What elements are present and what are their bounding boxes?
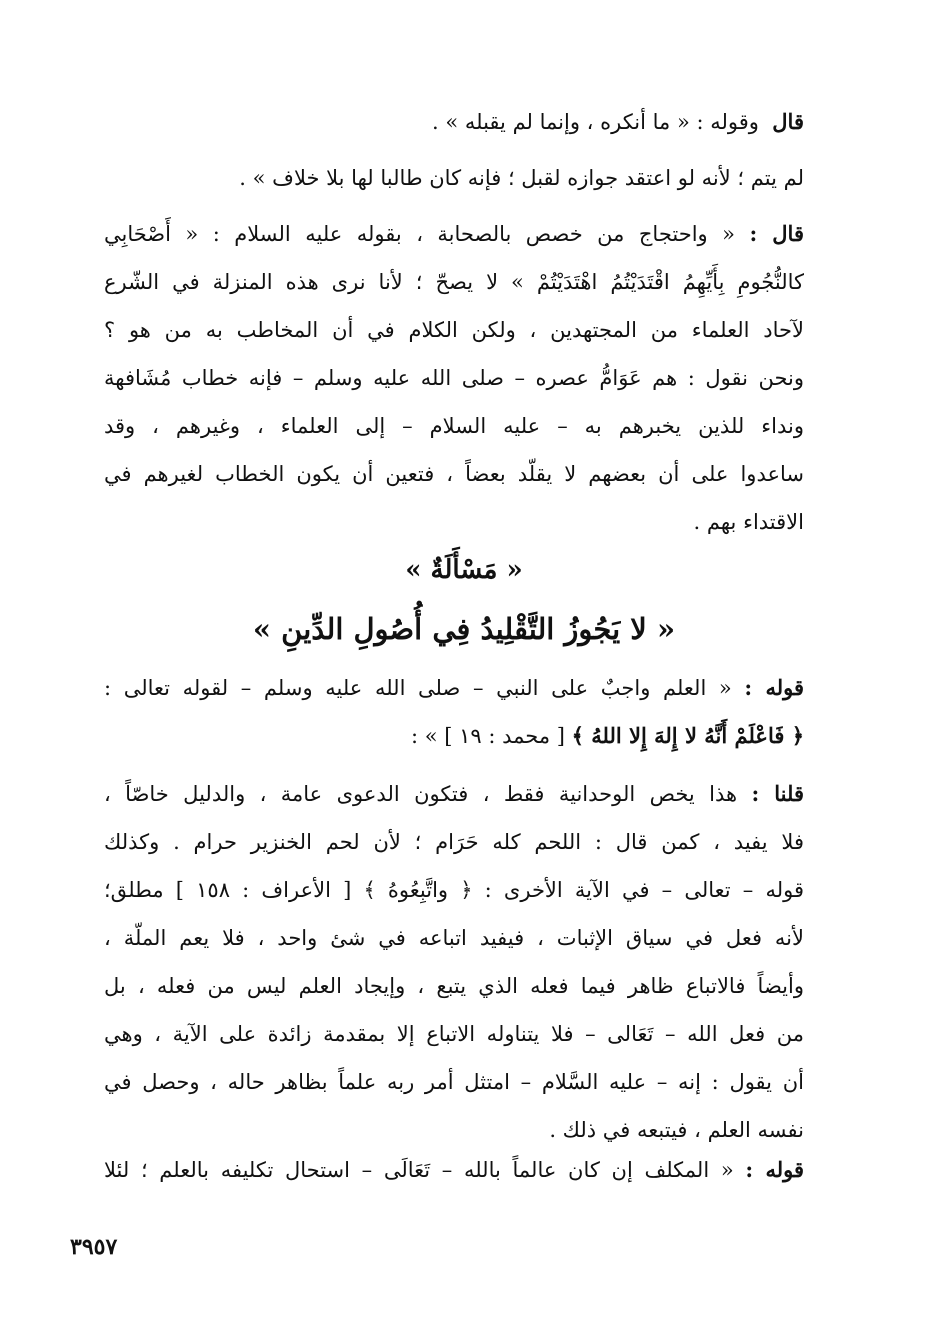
- lead-word: قوله :: [744, 675, 804, 700]
- lead-word: قال: [772, 109, 804, 134]
- text-line: [104, 1146, 804, 1194]
- page-number: ٣٩٥٧: [70, 1234, 118, 1260]
- text-line: ونحن نقول : هم عَوَامُّ عصره – صلى الله عليه وسلم – فإنه خطاب مُشَافهة: [104, 366, 804, 390]
- quran-verse: ﴿ فَاعْلَمْ أَنَّهُ لا إِلهَ إِلا اللهُ ﴾: [571, 723, 804, 748]
- lead-word: قال :: [749, 221, 804, 246]
- text-line: [104, 712, 804, 760]
- verse-reference: [ محمد : ١٩ ] » :: [410, 724, 565, 748]
- text-line: لآحاد العلماء من المجتهدين ، ولكن الكلام في أن المخاطب به من هو ؟: [104, 318, 804, 342]
- paragraph-lam-yatim: [104, 154, 804, 202]
- line-text: « واحتجاج من خصص بالصحابة ، بقوله عليه السلام : « أَصْحَابِي: [104, 222, 735, 246]
- text-line: لأنه فعل في سياق الإثبات ، فيفيد اتباعه في شئ واحد ، فلا يعم الملّة ،: [104, 926, 804, 950]
- line-text: وقوله : « ما أنكره ، وإنما لم يقبله » .: [432, 110, 759, 134]
- line-text: « المكلف إن كان عالماً بالله – تَعَالَى – استحال تكليفه بالعلم ؛ لئلا: [104, 1158, 734, 1182]
- text-line: قوله – تعالى – في الآية الأخرى : ﴿ واتَّبِعُوهُ ﴾ [ الأعراف : ١٥٨ ] مطلق؛: [104, 878, 804, 902]
- text-line: وأيضاً فالاتباع ظاهر فيما فعله الذي يتبع ، وإيجاد العلم ليس من فعله ، بل: [104, 974, 804, 998]
- line-text: « العلم واجبٌ على النبي – صلى الله عليه وسلم – لقوله تعالى :: [104, 676, 732, 700]
- paragraph-qulna: [104, 770, 804, 1154]
- paragraph-qawluhu-ilm: [104, 664, 804, 760]
- text-line: الاقتداء بهم .: [693, 510, 804, 534]
- text-line: ونداء للذين يخبرهم به – عليه السلام – إلى العلماء ، وغيرهم ، وقد: [104, 414, 804, 438]
- paragraph-mukallaf: [104, 1146, 804, 1194]
- section-subtitle: « لا يَجُوزُ التَّقْلِيدُ فِي أُصُولِ الدِّينِ »: [252, 612, 676, 646]
- lead-word: قوله :: [745, 1157, 804, 1182]
- text-line: لم يتم ؛ لأنه لو اعتقد جوازه لقبل ؛ فإنه كان طالبا لها بلا خلاف » .: [239, 166, 804, 190]
- lead-word: قلنا :: [751, 781, 804, 806]
- text-line: فلا يفيد ، كمن قال : اللحم كله حَرَام ؛ لأن لحم الخنزير حرام . وكذلك: [104, 830, 804, 854]
- text-line: كالنُّجُومِ بِأَيِّهِمُ اقْتَدَيْتُمُ اهْتَدَيْتُمْ » لا يصحّ ؛ لأنا نرى هذه المنزلة في الشّرع: [104, 270, 804, 294]
- text-line: أن يقول : إنه – عليه السَّلام – امتثل أمر ربه علماً بظاهر حاله ، وحصل في: [104, 1070, 804, 1094]
- text-line: [104, 770, 804, 818]
- paragraph-qala-1: [104, 98, 804, 146]
- text-line: ساعدوا على أن بعضهم لا يقلّد بعضاً ، فتعين أن يكون الخطاب لغيرهم في: [104, 462, 804, 486]
- text-line: [104, 664, 804, 712]
- section-title: « مَسْأَلَةٌ »: [405, 555, 523, 585]
- text-line: من فعل الله – تَعَالى – فلا يتناوله الاتباع إلا بمقدمة زائدة على الآية ، وهي: [104, 1022, 804, 1046]
- text-line: [104, 210, 804, 258]
- text-line: نفسه العلم ، فيتبعه في ذلك .: [549, 1118, 804, 1142]
- paragraph-ihtijaj: [104, 210, 804, 546]
- line-text: هذا يخص الوحدانية فقط ، فتكون الدعوى عامة ، والدليل خاصّاً ،: [104, 782, 738, 806]
- text-line: [104, 98, 804, 146]
